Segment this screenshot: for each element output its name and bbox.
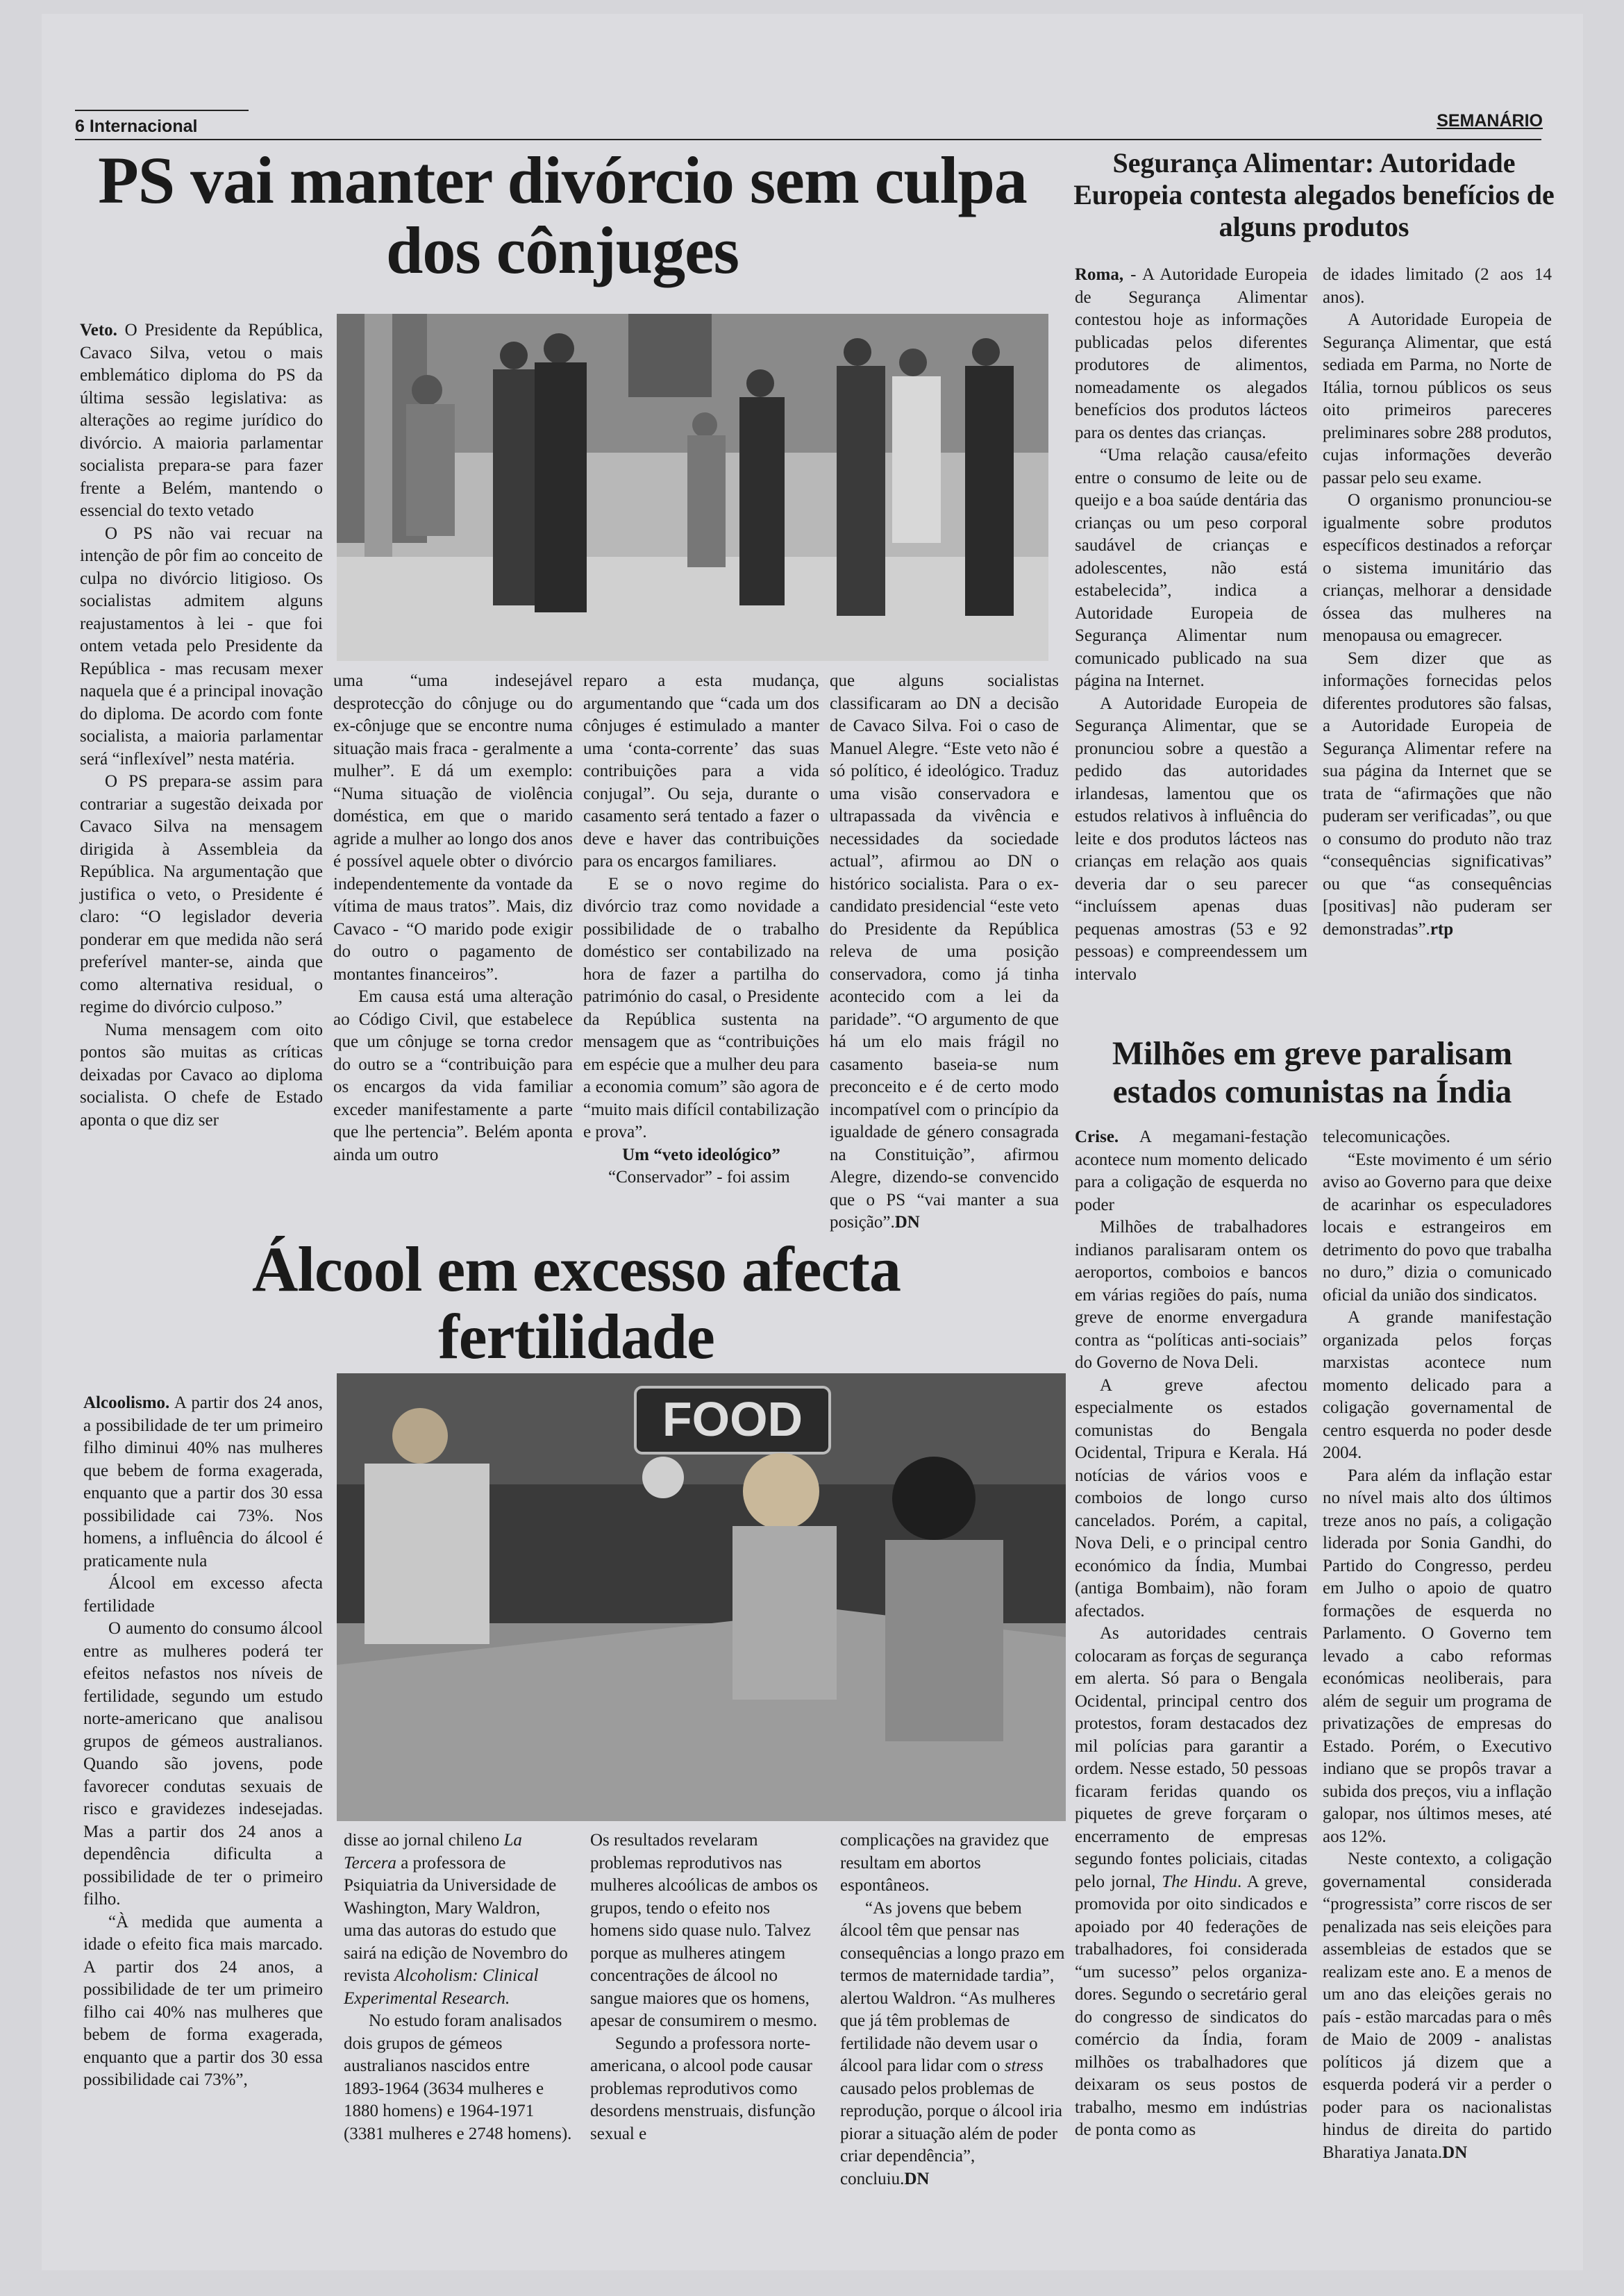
food-paragraph: “Uma relação causa/efeito entre o consumo de leite ou de queijo e a boa saúde dentária das crianças ou um peso corporal saudável de crianças e adolescentes, não está estabelecida”, indica a Autoridade Europeia de Segurança Alimentar num comunicado publicado na sua página na Internet.: [1075, 446, 1307, 690]
alcohol-paragraph: Segundo a professora norte-americana, o alcool pode causar problemas reprodutivos como desordens menstruais, disfunção sexual e: [590, 2034, 816, 2143]
food-signature: rtp: [1430, 919, 1454, 939]
india-paragraph: [1075, 1126, 1307, 1216]
alcohol-lead: Alcoolismo.: [83, 1393, 170, 1412]
food-paragraph: [1075, 264, 1307, 444]
divorce-column-4: [830, 670, 1059, 1234]
food-column-1: [1075, 264, 1307, 986]
divorce-column-2: [333, 670, 573, 1166]
alcohol-text: “As jovens que bebem álcool têm que pensar nas consequências a longo prazo em termos de maternidade tardia”, alertou Waldron. “As mulheres que já têm problemas de fertilidade não devem usar o álcool para lidar com o: [840, 1898, 1065, 2075]
india-paragraph: A greve afectou especialmente os estados comunistas do Bengala Ocidental, Tripura e Kerala. Há notícias de vários voos e comboios de longo curso cancelados. Porém, a capital, Nova Deli, e o principal centro económico da Índia, Mumbai (antiga Bombaim), não foram afectados.: [1075, 1375, 1307, 1620]
alcohol-stress-word: stress: [1004, 2056, 1044, 2075]
divorce-paragraph: reparo a esta mudança, argumentando que “cada um dos cônjuges é estimulado a manter uma ‘conta-corrente’ das suas contribuições para a vida conjugal”. Ou seja, durante o casamento será tentado a fazer o deve e haver das contribuições para os encargos familiares.: [583, 671, 819, 871]
divorce-paragraph: uma “uma indesejável desprotecção do cônjuge ou do ex-cônjuge que se encontre numa situação mais fraca - geralmente a mulher”. E dá um exemplo: “Numa situação de violência doméstica, em que o marido agride a mulher ao longo dos anos é possível aquele obter o divórcio independentemente da vontade da vítima de maus tratos”. Mais, diz Cavaco - “O marido pode exigir do outro o pagamento de montantes financeiros”.: [333, 671, 573, 984]
india-paragraph: [1075, 1623, 1307, 2142]
food-text: - A Autoridade Europeia de Segurança Alimentar contestou hoje as informações publicadas pelos diferentes produtores de alimentos, nomeadamente os alegados benefícios dos produtos lácteos para os dentes das crianças.: [1075, 265, 1307, 442]
divorce-signature: DN: [894, 1213, 920, 1232]
alcohol-column-1: [83, 1392, 323, 2092]
alcohol-signature: DN: [904, 2169, 930, 2188]
divorce-paragraph: [830, 670, 1059, 1234]
alcohol-text: disse ao jornal chileno: [344, 1831, 500, 1850]
india-paragraph: [1323, 1848, 1552, 2164]
food-text: Sem dizer que as informações fornecidas pelos diferentes produtores são falsas, a Autoridade Europeia de Segurança Alimentar refere na sua página da Internet que se trata de “afirmações que não puderam ser verificadas”, ou que o consumo do produto não traz “consequências significativas” ou que “as consequências [positivas] não puderam ser demonstradas”.: [1323, 648, 1552, 939]
india-paragraph: Milhões de trabalhadores indianos paralisaram ontem os aeroportos, comboios e bancos em várias regiões do país, numa greve de enorme envergadura contra as “políticas anti-sociais” do Governo de Nova Deli.: [1075, 1218, 1307, 1372]
divorce-paragraph: O PS não vai recuar na intenção de pôr fim ao conceito de culpa no divórcio litigioso. Os socialistas admitem alguns reajustamentos à lei - que foi ontem vetada pelo Presidente da República - mas recusam mexer naquela que é a principal inovação do diploma. De acordo com fonte socialista, a maioria parlamentar será “inflexível” nesta matéria.: [80, 523, 323, 769]
india-paragraph: Para além da inflação estar no nível mais alto dos últimos treze anos no país, a coligação liderada por Sonia Gandhi, do Partido do Congresso, perdeu em Julho o apoio de quatro formações de esquerda no Parlamento. O Governo tem levado a cabo reformas económicas neoliberais, para além de seguir um programa de privatizações de empresas do Estado. Porém, o Executivo indiano que se propôs travar a subida dos preços, viu a inflação galopar, nos últimos meses, até aos 12%.: [1323, 1466, 1552, 1846]
alcohol-newspaper-name: La Tercera: [344, 1831, 522, 1872]
alcohol-paragraph: Os resultados revelaram problemas reprodutivos nas mulheres alcoólicas de ambos os grupos, tendo o efeito nos homens sido quase nulo. Talvez porque as mulheres atingem concentrações de álcool no sangue maiores que os homens, apesar de consumirem o mesmo.: [590, 1831, 818, 2030]
section-rule: [75, 110, 249, 111]
alcohol-paragraph: No estudo foram analisados dois grupos de gémeos australianos nascidos entre 1893-1964 (3634 mulheres e 1880 homens) e 1964-1971 (3381 mulheres e 2748 homens).: [344, 2011, 572, 2143]
alcohol-column-2: [344, 1829, 573, 2145]
section-label: 6 Internacional: [75, 117, 198, 136]
food-paragraph: de idades limitado (2 aos 14 anos).: [1323, 265, 1552, 307]
divorce-column-1: [80, 319, 323, 1132]
alcohol-photo: [337, 1373, 1066, 1821]
food-sign-text: FOOD: [662, 1392, 803, 1446]
food-paragraph: A Autoridade Europeia de Segurança Alimentar, que está sediada em Parma, no Norte de Itália, tornou públicos os seus oito primeiros pareceres preliminares sobre 288 produtos, cujas informações deverão passar pelo seu exame.: [1323, 310, 1552, 487]
alcohol-headline: Álcool em excesso afecta fertilidade: [252, 1234, 901, 1372]
food-paragraph: O organismo pronunciou-se igualmente sobre produtos específicos destinados a reforçar o sistema imunitário das crianças, melhorar a densidade óssea das mulheres na menopausa ou emagrecer.: [1323, 491, 1552, 645]
divorce-text: O Presidente da República, Cavaco Silva, vetou o mais emblemático diploma do PS da última sessão legislativa: as alterações ao regime jurídico do divórcio. A maioria parlamentar socialista prepara-se para fazer frente a Belém, mantendo o essencial do texto vetado: [80, 321, 323, 520]
india-text: Neste contexto, a coligação governamental considerada “progressista” corre riscos de ser penalizada nas seis eleições para assembleias de estados que se realizam este ano. E a menos de um ano das eleições gerais no país - estão marcadas para o mês de Maio de 2009 - analistas políticos já dizem que a esquerda poderá vir a perder o poder para os nacionalistas hindus de direita do partido Bharatiya Janata.: [1323, 1850, 1552, 2162]
india-text: A megamani-festação acontece num momento delicado para a coligação de esquerda no poder: [1075, 1128, 1307, 1214]
india-paragraph: “Este movimento é um sério aviso ao Governo para que deixe de acarinhar os especuladores locais e estrangeiros em detrimento do povo que trabalha no duro,” dizia o comunicado oficial da união dos sindicatos.: [1323, 1150, 1552, 1305]
divorce-headline: PS vai manter divórcio sem culpa dos cônjuges: [98, 143, 1027, 287]
divorce-paragraph: Numa mensagem com oito pontos são muitas as críticas deixadas por Cavaco ao diploma socialista. O chefe de Estado aponta o que diz ser: [80, 1020, 323, 1130]
alcohol-text: a professora de Psiquiatria da Universidade de Washington, Mary Waldron, uma das autoras do estudo que sairá na edição de Novembro do revista: [344, 1853, 568, 1985]
alcohol-paragraph: complicações na gravidez que resultam em abortos espontâneos.: [840, 1831, 1049, 1895]
india-paragraph: telecomunicações.: [1323, 1128, 1450, 1146]
india-column-1: [1075, 1126, 1307, 2142]
group-walking-image: [337, 314, 1048, 661]
india-text: As autoridades centrais colocaram as forças de segurança em alerta. Só para o Bengala Ocidental, principal centro dos protestos, foram destacados dez mil polícias para garantir a ordem. Nesse estado, 50 pessoas ficaram feridas quando os piquetes de greve forçaram o encerramento de empresas segundo fontes policiais, citadas pelo jornal,: [1075, 1624, 1307, 1891]
india-column-2: [1323, 1126, 1552, 2164]
alcohol-paragraph: “À medida que aumenta a idade o efeito fica mais marcado. A partir dos 24 anos, a possibilidade de ter um primeiro filho cai 40% nas mulheres que bebem de forma exagerada, enquanto que a partir dos 30 essa possibilidade cai 73%”,: [83, 1912, 323, 2089]
divorce-text: que alguns socialistas classificaram ao DN a decisão de Cavaco Silva. Foi o caso de Manuel Alegre. “Este veto não é só político, é ideológico. Traduz uma visão conservadora e ultrapassada da vivência e necessidades da sociedade actual”, afirmou ao DN o histórico socialista. Para o ex-candidato presidencial “este veto do Presidente da República releva de uma posição conservadora, como já tinha acontecido com a lei da paridade”. “O argumento de que há um elo mais frágil no casamento baseia-se num preconceito e é de certo modo incompatível com o princípio da igualdade de género consagrada na Constituição”, afirmou Alegre, dizendo-se convencido que o PS “vai manter a sua posição”.: [830, 671, 1059, 1232]
header-rule: [75, 139, 1541, 140]
divorce-paragraph: [80, 319, 323, 523]
bar-women-image: [337, 1373, 1066, 1821]
alcohol-journal-name: Alcoholism: Clinical Experimental Research.: [344, 1966, 539, 2008]
food-lead: Roma,: [1075, 265, 1124, 284]
india-paragraph: A grande manifestação organizada pelos forças marxistas acontece num momento delicado para a coligação governamental de centro esquerda no poder desde 2004.: [1323, 1308, 1552, 1462]
food-paragraph: [1323, 648, 1552, 941]
food-paragraph: A Autoridade Europeia de Segurança Alimentar, que se pronunciou sobre a questão a pedido das autoridades irlandesas, lamentou que os estudos relativos à influência do leite e dos produtos lácteos nas crianças em relação aos quais deveria dar o seu parecer “incluíssem apenas duas pequenas amostras (53 e 92 pessoas) e compreendessem um intervalo: [1075, 694, 1307, 984]
alcohol-text: causado pelos problemas de reprodução, porque o álcool iria piorar a situação além de poder criar dependência”, concluiu.: [840, 2079, 1063, 2188]
publication-name: SEMANÁRIO: [1437, 111, 1543, 131]
food-headline: Segurança Alimentar: Autoridade Europeia contesta alegados benefícios de alguns produtos: [1073, 147, 1555, 242]
india-lead: Crise.: [1075, 1128, 1119, 1146]
india-text: . A greve, promovida por oito sindicados e apoiado por 40 federações de trabalhadores, foi considerada “um sucesso” pelos organiza-dores. Segundo o secretário geral do congresso de sindicatos do comércio da Índia, foram milhões os trabalhadores que deixaram os seus postos de trabalho, mesmo em indústrias de ponta como as: [1075, 1872, 1307, 2139]
divorce-paragraph: O PS prepara-se assim para contrariar a sugestão deixada por Cavaco Silva na mensagem dirigida à Assembleia da República. Na argumentação que justifica o veto, o Presidente é claro: “O legislador deveria ponderar em que medida não será preferível manter-se, ainda que como alternativa residual, o regime do divórcio culposo.”: [80, 772, 323, 1016]
india-headline: Milhões em greve paralisam estados comunistas na Índia: [1112, 1035, 1513, 1111]
divorce-paragraph: Em causa está uma alteração ao Código Civil, que estabelece que um cônjuge se torna credor do outro se a “contribuição para os encargos da vida familiar exceder manifestamente a parte que lhe pertencia”. Belém aponta ainda um outro: [333, 987, 573, 1164]
divorce-photo: [337, 314, 1048, 661]
india-newspaper-name: The Hindu: [1162, 1872, 1238, 1891]
alcohol-paragraph: O aumento do consumo álcool entre as mulheres poderá ter efeitos nefastos nos níveis de fertilidade, segundo um estudo norte-americano que analisou grupos de gémeos australianos. Quando são jovens, pode favorecer condutas sexuais de risco e gravidezes indesejadas. Mas a partir dos 24 anos a dependência dificulta a possibilidade de ter o primeiro filho.: [83, 1619, 323, 1909]
divorce-paragraph: E se o novo regime do divórcio traz como novidade a possibilidade de o trabalho doméstico ser contabilizado na hora de fazer a partilha do património do casal, o Presidente da República sustenta na mensagem que as “contribuições em espécie que a mulher deu para a economia comum” são agora de “muito mais difícil contabilização e prova”.: [583, 874, 819, 1141]
alcohol-column-4: [840, 1829, 1066, 2190]
alcohol-column-3: [590, 1829, 823, 2145]
divorce-lead: Veto.: [80, 321, 117, 340]
divorce-paragraph: “Conservador” - foi assim: [608, 1168, 790, 1187]
india-signature: DN: [1442, 2143, 1468, 2162]
divorce-column-3: [583, 670, 819, 1189]
food-column-2: [1323, 264, 1552, 941]
alcohol-paragraph: [840, 1897, 1066, 2191]
alcohol-text: A partir dos 24 anos, a possibilidade de ter um primeiro filho diminui 40% nas mulheres que bebem de forma exagerada, enquanto que a partir dos 30 essa possibilidade cai 73%. Nos homens, a influência do álcool é praticamente nula: [83, 1393, 323, 1570]
alcohol-paragraph: Álcool em excesso afecta fertilidade: [83, 1574, 323, 1616]
alcohol-paragraph: [344, 1829, 573, 2010]
alcohol-paragraph: [83, 1392, 323, 1573]
divorce-subhead: Um “veto ideológico”: [622, 1145, 780, 1164]
newspaper-page: [42, 14, 1583, 2270]
